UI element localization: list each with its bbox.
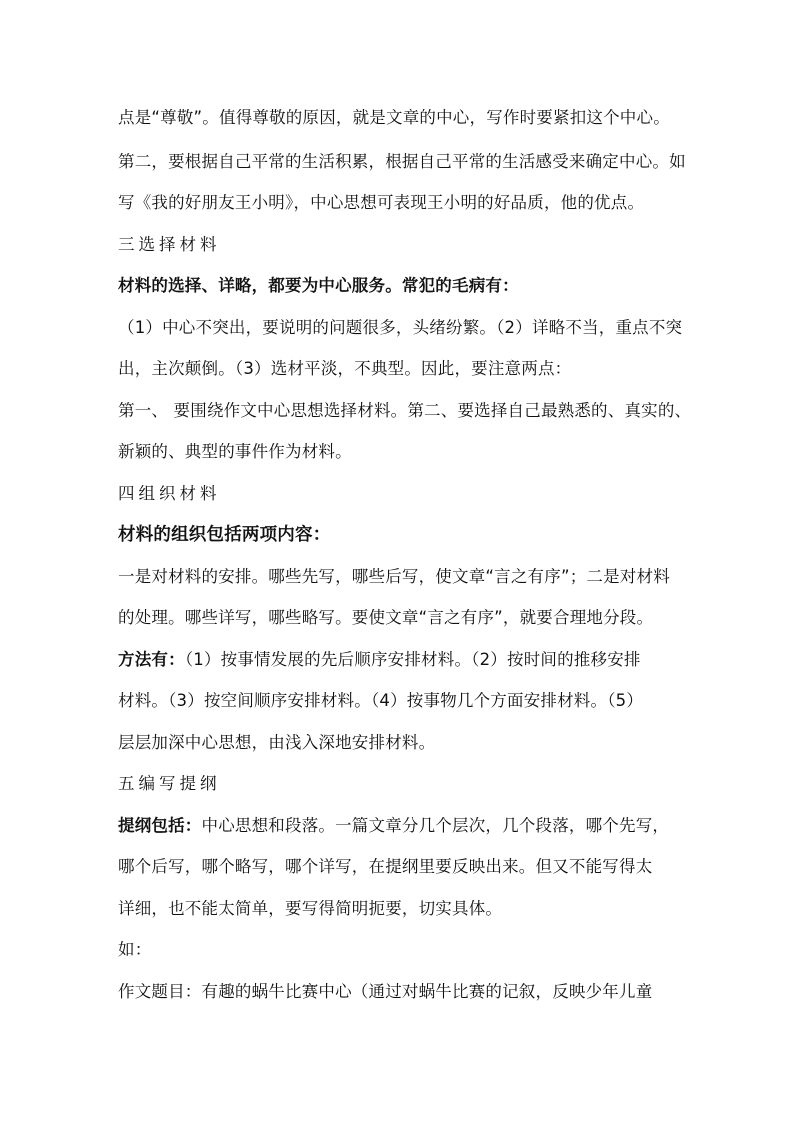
text-line: 详细，也不能太简单，要写得简明扼要，切实具体。 — [118, 899, 503, 918]
text-line: 点是“尊敬”。值得尊敬的原因，就是文章的中心，写作时要紧扣这个中心。 — [118, 108, 670, 127]
text-line: （1）中心不突出，要说明的问题很多，头绪纷繁。（2）详略不当，重点不突 — [118, 318, 683, 337]
section-heading: 五编写提纲 — [118, 774, 221, 793]
text-line: 一是对材料的安排。哪些先写，哪些后写，使文章“言之有序”；二是对材料 — [118, 567, 670, 586]
text-line: 的处理。哪些详写，哪些略写。要使文章“言之有序”，就要合理地分段。 — [118, 608, 654, 627]
text-line: 第二，要根据自己平常的生活积累，根据自己平常的生活感受来确定中心。如 — [118, 152, 686, 171]
text-line: 第一、 要围绕作文中心思想选择材料。第二、要选择自己最熟悉的、真实的、 — [118, 401, 692, 420]
text-line: 哪个后写，哪个略写，哪个详写，在提纲里要反映出来。但又不能写得太 — [118, 857, 653, 876]
bold-text-line: 材料的选择、详略，都要为中心服务。常犯的毛病有： — [118, 276, 519, 295]
line-body: 中心思想和段落。一篇文章分几个层次，几个段落，哪个先写， — [201, 816, 670, 835]
text-line: 层层加深中心思想，由浅入深地安排材料。 — [118, 733, 436, 752]
section-heading: 三选择材料 — [118, 235, 221, 254]
text-line: 写《我的好朋友王小明》，中心思想可表现王小明的好品质，他的优点。 — [118, 193, 645, 212]
line-body: （1）按事情发展的先后顺序安排材料。（2）按时间的推移安排 — [184, 650, 641, 669]
lead-label: 提纲包括： — [118, 816, 202, 835]
section-heading: 四组织材料 — [118, 484, 221, 503]
text-line-with-lead — [118, 648, 641, 672]
text-line: 材料。（3）按空间顺序安排材料。（4）按事物几个方面安排材料。（5） — [118, 691, 644, 710]
text-line-with-lead — [118, 814, 669, 838]
bold-text-line: 材料的组织包括两项内容： — [118, 525, 331, 545]
text-line: 作文题目：有趣的蜗牛比赛中心（通过对蜗牛比赛的记叙，反映少年儿童 — [118, 982, 653, 1001]
lead-label: 方法有： — [118, 650, 185, 669]
text-line: 出，主次颠倒。（3）选材平淡，不典型。因此，要注意两点： — [118, 359, 572, 378]
text-line: 如： — [118, 940, 152, 959]
text-line: 新颖的、典型的事件作为材料。 — [118, 442, 352, 461]
